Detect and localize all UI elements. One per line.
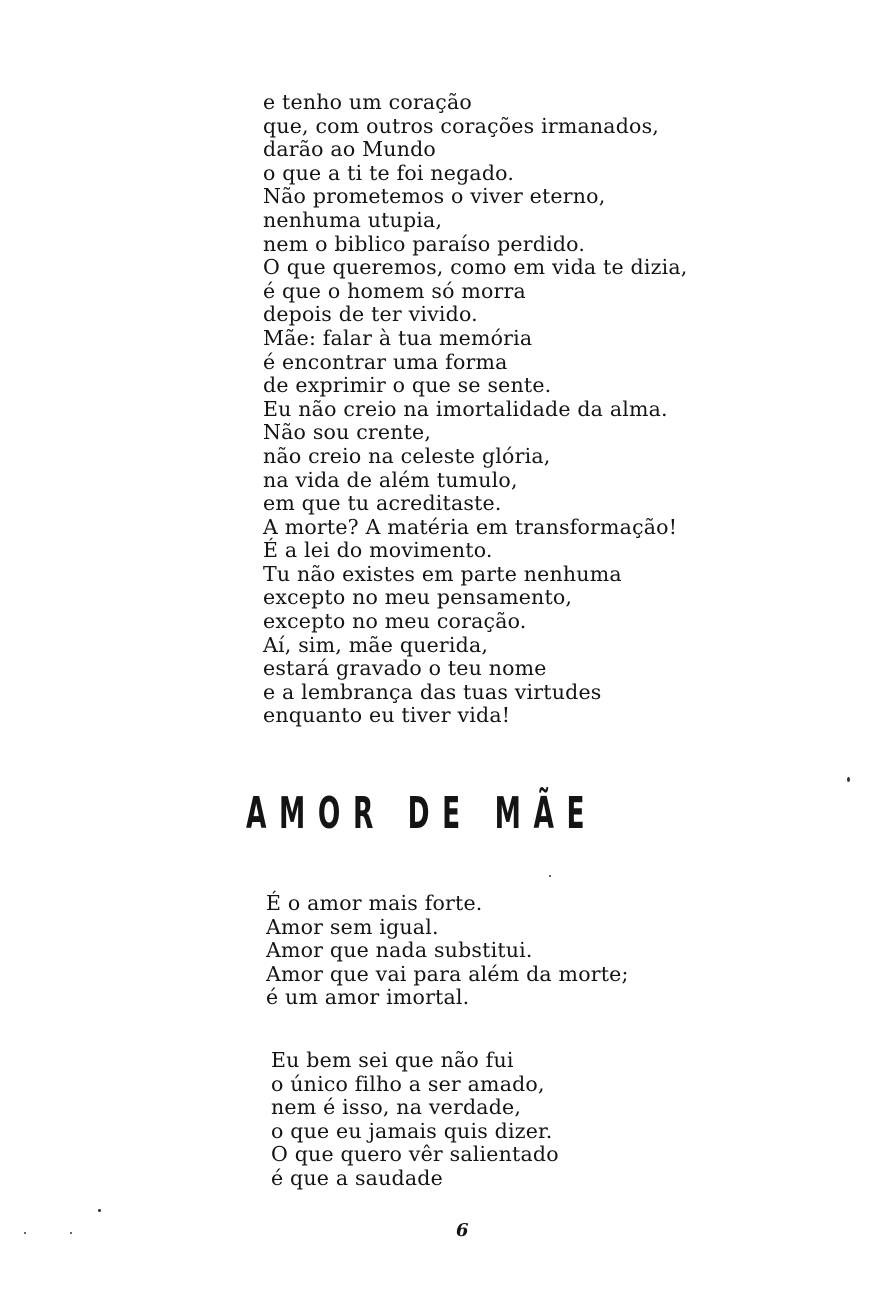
poem-line: estará gravado o teu nome (263, 656, 547, 681)
print-speck (549, 875, 551, 877)
poem-line: e tenho um coração (263, 90, 472, 114)
poem-line: o que eu jamais quis dizer. (271, 1118, 553, 1143)
poem-line: Não sou crente, (263, 420, 432, 445)
poem-stanza-2 (271, 1049, 559, 1191)
print-speck (98, 1209, 101, 1212)
poem-line: Mãe: falar à tua memória (263, 325, 533, 350)
poem-line: é que o homem só morra (263, 278, 526, 303)
poem-line: é encontrar uma forma (263, 349, 508, 374)
poem-line: de exprimir o que se sente. (263, 373, 552, 398)
poem-stanza-1 (266, 892, 629, 1010)
print-speck (847, 777, 850, 782)
poem-line: É o amor mais forte. (266, 891, 483, 915)
poem-line: Tu não existes em parte nenhuma (263, 561, 622, 586)
poem-line: o que a ti te foi negado. (263, 160, 515, 185)
poem-line: nem o biblico paraíso perdido. (263, 231, 586, 256)
poem-line: em que tu acreditaste. (263, 491, 502, 516)
poem-line: É a lei do movimento. (263, 538, 493, 563)
poem-line: excepto no meu coração. (263, 609, 527, 634)
poem-line: é que a saudade (271, 1165, 443, 1190)
poem-line: Eu bem sei que não fui (271, 1048, 514, 1072)
print-speck (24, 1232, 26, 1234)
poem-line: que, com outros corações irmanados, (263, 113, 660, 138)
poem-line: Aí, sim, mãe querida, (263, 632, 489, 657)
poem-line: O que quero vêr salientado (271, 1142, 559, 1167)
poem-line: A morte? A matéria em transformação! (263, 514, 678, 539)
poem-line: O que queremos, como em vida te dizia, (263, 255, 688, 280)
poem-continuation (263, 91, 688, 728)
page-number: 6 (456, 1220, 469, 1241)
print-speck (70, 1232, 72, 1234)
poem-line: excepto no meu pensamento, (263, 585, 573, 610)
poem-line: depois de ter vivido. (263, 302, 478, 327)
poem-line: Amor sem igual. (266, 914, 439, 939)
section-title: AMOR DE MÃE (246, 788, 598, 839)
poem-line: é um amor imortal. (266, 985, 470, 1010)
poem-line: enquanto eu tiver vida! (263, 703, 511, 728)
poem-line: Amor que nada substitui. (266, 938, 533, 963)
poem-line: nenhuma utupia, (263, 207, 443, 232)
poem-line: e a lembrança das tuas virtudes (263, 679, 602, 704)
poem-line: nem é isso, na verdade, (271, 1095, 522, 1120)
poem-line: não creio na celeste glória, (263, 443, 551, 468)
poem-line: darão ao Mundo (263, 137, 436, 162)
poem-line: Eu não creio na imortalidade da alma. (263, 396, 668, 421)
poem-line: Não prometemos o viver eterno, (263, 184, 606, 209)
poem-line: o único filho a ser amado, (271, 1071, 545, 1096)
poem-line: na vida de além tumulo, (263, 467, 518, 492)
poem-line: Amor que vai para além da morte; (266, 961, 629, 986)
